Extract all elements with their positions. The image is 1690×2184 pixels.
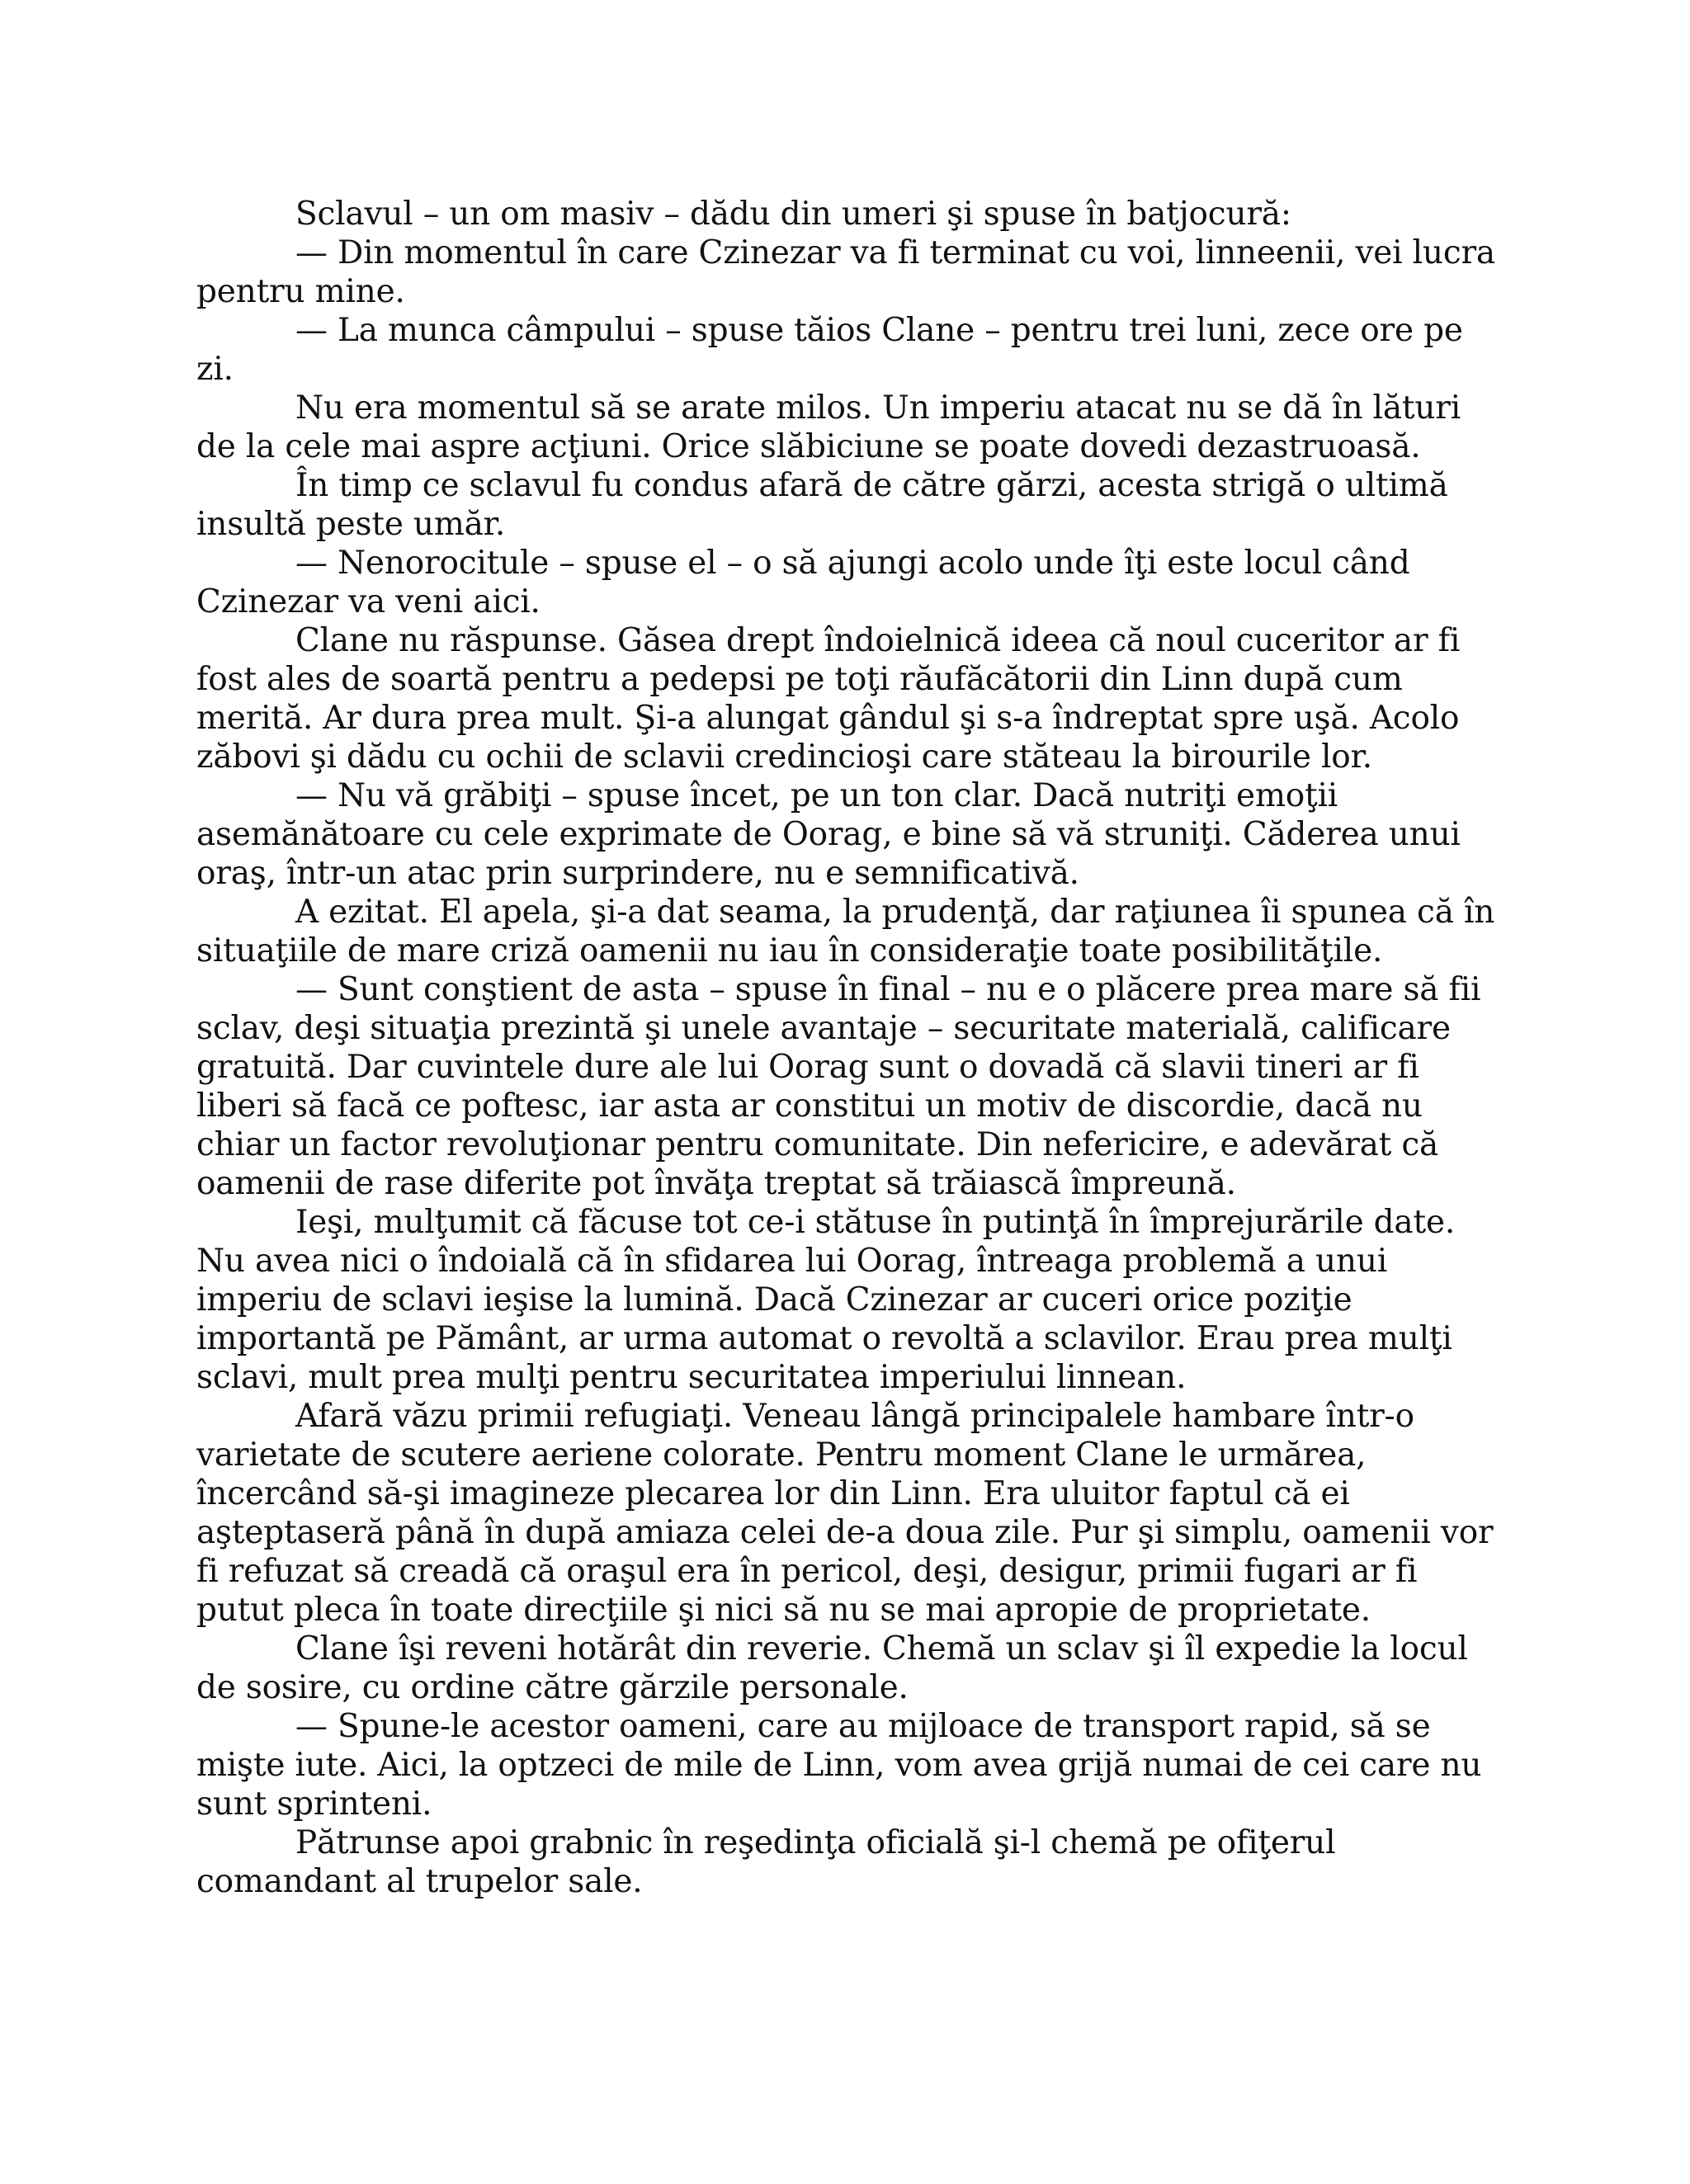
paragraph: Nu era momentul să se arate milos. Un imperiu atacat nu se dă în lături de la cele mai aspre acţiuni. Orice slăbiciune se poate dovedi dezastruoasă.	[196, 389, 1461, 465]
paragraph: — Nu vă grăbiţi – spuse încet, pe un ton clar. Dacă nutriţi emoţii asemănătoare cu cele exprimate de Oorag, e bine să vă struniţi. Căderea unui oraş, într-un atac prin surprindere, nu e semnificativă.	[196, 777, 1461, 892]
paragraph: Clane îşi reveni hotărât din reverie. Chemă un sclav şi îl expedie la locul de sosire, cu ordine către gărzile personale.	[196, 1630, 1468, 1706]
paragraph: — Nenorocitule – spuse el – o să ajungi acolo unde îţi este locul când Czinezar va veni aici.	[196, 545, 1410, 620]
paragraph: — Sunt conştient de asta – spuse în final – nu e o plăcere prea mare să fii sclav, deşi situaţia prezintă şi unele avantaje – securitate materială, calificare gratuită. Dar cuvintele dure ale lui Oorag sunt o dovadă că slavii tineri ar fi liberi să facă ce poftesc, iar asta ar constitui un motiv de discordie, dacă nu chiar un factor revoluţionar pentru comunitate. Din nefericire, e adevărat că oamenii de rase diferite pot învăţa treptat să trăiască împreună.	[196, 971, 1481, 1202]
paragraph: — Din momentul în care Czinezar va fi terminat cu voi, linneenii, vei lucra pentru mine.	[196, 234, 1495, 310]
paragraph: — Spune-le acestor oameni, care au mijloace de transport rapid, să se mişte iute. Aici, la optzeci de mile de Linn, vom avea grijă numai de cei care nu sunt sprinteni.	[196, 1708, 1482, 1823]
paragraph: Afară văzu primii refugiaţi. Veneau lângă principalele hambare într-o varietate de scutere aeriene colorate. Pentru moment Clane le urmărea, încercând să-şi imagineze plecarea lor din Linn. Era uluitor faptul că ei aşteptaseră până în după amiaza celei de-a doua zile. Pur şi simplu, oamenii vor fi refuzat să creadă că oraşul era în pericol, deşi, desigur, primii fugari ar fi putut pleca în toate direcţiile şi nici să nu se mai apropie de proprietate.	[196, 1398, 1494, 1629]
paragraph: Clane nu răspunse. Găsea drept îndoielnică ideea că noul cuceritor ar fi fost ales de soartă pentru a pedepsi pe toţi răufăcătorii din Linn după cum merită. Ar dura prea mult. Şi-a alungat gândul şi s-a îndreptat spre uşă. Acolo zăbovi şi dădu cu ochii de sclavii credincioşi care stăteau la birourile lor.	[196, 622, 1461, 776]
paragraph: Sclavul – un om masiv – dădu din umeri şi spuse în batjocură:	[295, 196, 1291, 233]
paragraph: Ieşi, mulţumit că făcuse tot ce-i stătuse în putinţă în împrejurările date. Nu avea nici o îndoială că în sfidarea lui Oorag, întreaga problemă a unui imperiu de sclavi ieşise la lumină. Dacă Czinezar ar cuceri orice poziţie importantă pe Pământ, ar urma automat o revoltă a sclavilor. Erau prea mulţi sclavi, mult prea mulţi pentru securitatea imperiului linnean.	[196, 1204, 1456, 1396]
body-text	[196, 195, 1508, 1901]
paragraph: A ezitat. El apela, şi-a dat seama, la prudenţă, dar raţiunea îi spunea că în situaţiile de mare criză oamenii nu iau în consideraţie toate posibilităţile.	[196, 894, 1495, 969]
paragraph: Pătrunse apoi grabnic în reşedinţa oficială şi-l chemă pe ofiţerul comandant al trupelor sale.	[196, 1824, 1336, 1900]
paragraph: — La munca câmpului – spuse tăios Clane – pentru trei luni, zece ore pe zi.	[196, 312, 1463, 388]
paragraph: În timp ce sclavul fu condus afară de către gărzi, acesta strigă o ultimă insultă peste umăr.	[196, 467, 1448, 543]
